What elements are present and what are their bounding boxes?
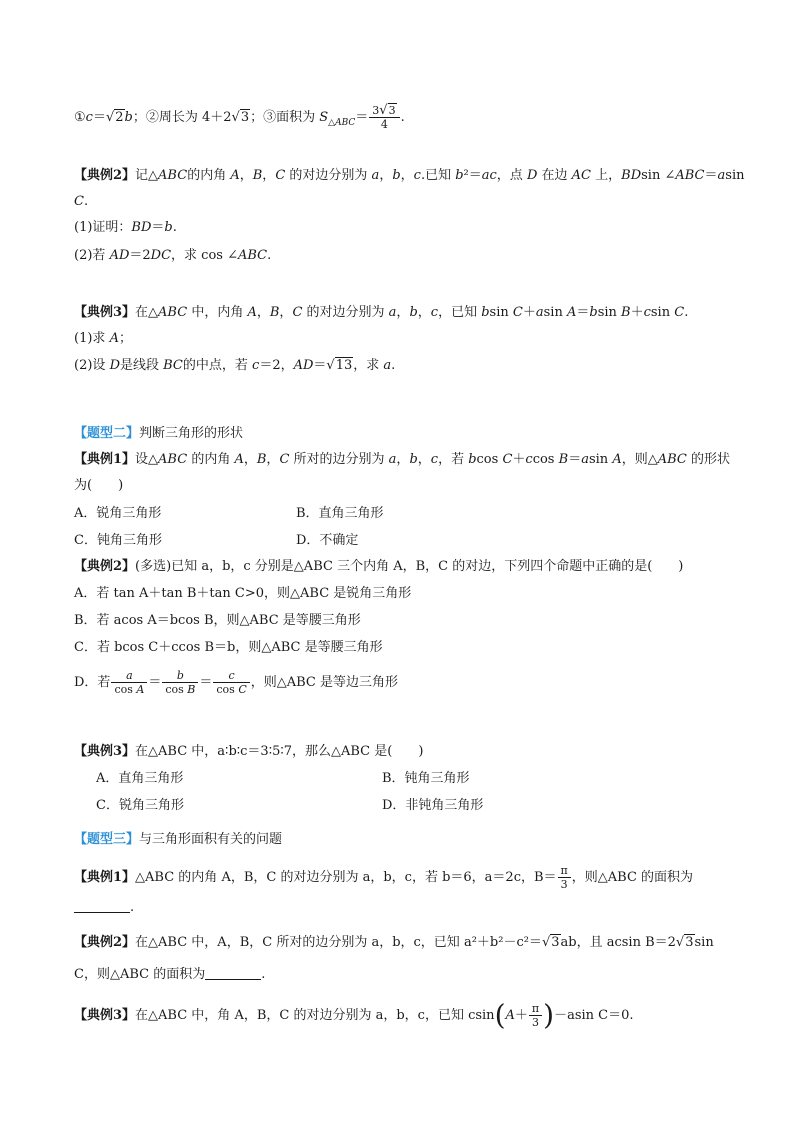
option-d: D．非钝角三角形 — [382, 798, 484, 813]
type3-ex2-line1: 【典例2】在△ABC 中，A，B，C 所对的边分别为 a，b，c，已知 a²＋b²－c²＝√3ab，且 acsin B＝2√3sin — [74, 935, 714, 950]
section-title: 判断三角形的形状 — [139, 426, 244, 441]
section-title: 与三角形面积有关的问题 — [139, 832, 283, 847]
option-b: B．钝角三角形 — [382, 771, 470, 786]
section-tag: 【题型二】 — [74, 426, 140, 441]
type2-ex1-line2: 为( ) — [74, 478, 124, 493]
type2-ex2-a: A．若 tan A＋tan B＋tan C>0，则△ABC 是锐角三角形 — [74, 586, 412, 601]
text: ＝ — [355, 110, 369, 125]
answer-blank — [74, 912, 130, 913]
type2-ex2-line1: 【典例2】(多选)已知 a，b，c 分别是△ABC 三个内角 A，B，C 的对边，下列四个命题中正确的是( ) — [74, 559, 684, 574]
circle-1: ① — [74, 110, 86, 125]
type3-ex2-line2: C，则△ABC 的面积为 . — [74, 967, 266, 982]
fraction: $\frac{3√3}{4}$ — [369, 104, 399, 131]
example-3-q2: (2)设 D是线段 BC的中点，若 c＝2，AD＝√13，求 a. — [74, 358, 396, 373]
example-2-line1: 【典例2】记△ABC的内角 A，B，C 的对边分别为 a，b，c.已知 b²＝ac，点 D 在边 AC 上，BDsin ∠ABC＝asin — [74, 168, 745, 183]
type2-ex3-line1: 【典例3】在△ABC 中，a∶b∶c＝3∶5∶7，那么△ABC 是( ) — [74, 744, 424, 759]
option-d: D．不确定 — [296, 533, 359, 548]
formula-line: ①c＝√2b；②周长为 4＋2√3；③面积为 $S_{\triangle ABC}=$ $\frac{3√3}{4}$ . — [74, 103, 405, 131]
type2-ex2-b: B．若 acos A＝bcos B，则△ABC 是等腰三角形 — [74, 613, 361, 628]
text: ；②周长为 4＋2 — [132, 110, 232, 125]
option-b: B．直角三角形 — [296, 506, 384, 521]
section-tag: 【题型三】 — [74, 832, 140, 847]
example-2-line2: C. — [74, 194, 89, 209]
example-2-q2: (2)若 AD＝2DC，求 cos ∠ABC. — [74, 248, 272, 263]
type2-ex2-d: D．若 $\frac{a}{\text{cos A}}$ ＝ $\frac{b}{\text{cos B}}$ ＝ $\frac{c}{\text{cos C}}$ ，则△ABC 是等边三角形 — [74, 669, 399, 696]
type3-ex1-blank: . — [74, 898, 134, 918]
option-c: C．钝角三角形 — [74, 533, 162, 548]
example-3-q1: (1)求 A； — [74, 331, 132, 346]
example-tag: 【典例3】 — [74, 305, 136, 320]
type2-ex1-line1: 【典例1】设△ABC 的内角 A，B，C 所对的边分别为 a，b，c，若 bcos C＋ccos B＝asin A，则△ABC 的形状 — [74, 452, 730, 467]
type3-ex3-line1: 【典例3】在△ABC 中，角 A，B，C 的对边分别为 a，b，c，已知 csin(A＋ $\frac{\pi}{3}$ )－asin C＝0. — [74, 998, 634, 1032]
example-2-q1: (1)证明：BD＝b. — [74, 220, 177, 235]
example-3-line1: 【典例3】在△ABC 中，内角 A，B，C 的对边分别为 a，b，c，已知 bsin C＋asin A＝bsin B＋csin C. — [74, 305, 689, 320]
section-type3 — [74, 830, 282, 850]
type3-ex1-line1: 【典例1】△ABC 的内角 A，B，C 的对边分别为 a，b，c，若 b＝6，a＝2c，B＝ $\frac{\pi}{3}$ ，则△ABC 的面积为 — [74, 864, 694, 891]
option-a: A．锐角三角形 — [74, 506, 162, 521]
section-type2 — [74, 424, 243, 444]
option-c: C．锐角三角形 — [96, 798, 184, 813]
text: ；③面积为 — [250, 110, 320, 125]
option-a: A．直角三角形 — [96, 771, 184, 786]
example-tag: 【典例2】 — [74, 168, 136, 183]
answer-blank — [205, 979, 261, 980]
type2-ex2-c: C．若 bcos C＋ccos B＝b，则△ABC 是等腰三角形 — [74, 640, 383, 655]
